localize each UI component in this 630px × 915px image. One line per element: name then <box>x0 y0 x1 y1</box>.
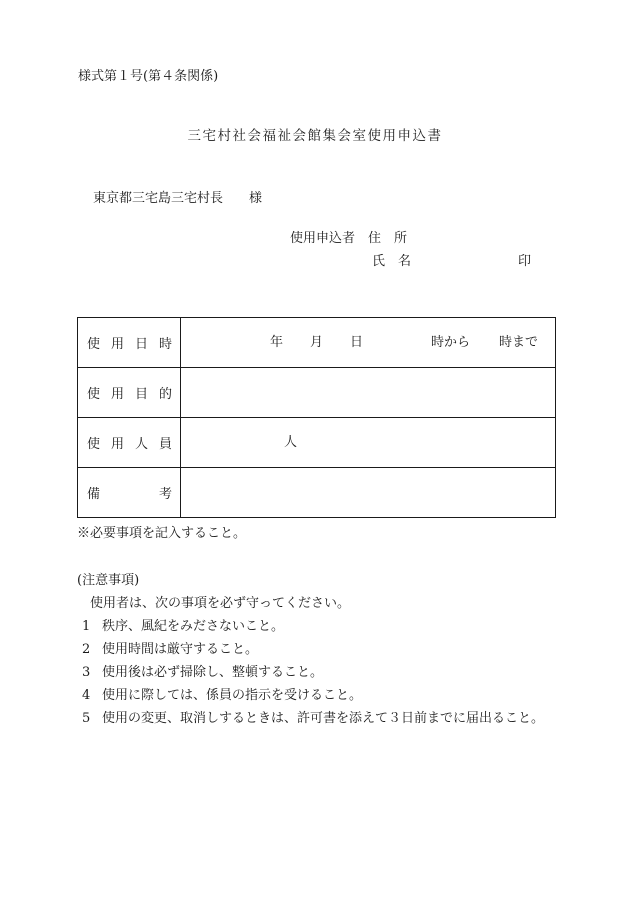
footnote: ※必要事項を記入すること。 <box>77 526 247 541</box>
seal-mark: 印 <box>518 254 532 269</box>
applicant-name-label: 氏 名 <box>372 254 412 269</box>
applicant-address-label: 使用申込者 住 所 <box>290 231 408 246</box>
usage-headcount-field[interactable] <box>181 418 556 468</box>
label-char: 備 <box>87 487 101 502</box>
table-row-remarks <box>78 468 556 518</box>
usage-purpose-field[interactable] <box>181 368 556 418</box>
usage-headcount-label <box>78 418 181 468</box>
notes-intro: 使用者は、次の事項を必ず守ってください。 <box>90 596 351 611</box>
label-char: 使 <box>87 337 101 352</box>
table-row-usage-headcount <box>78 418 556 468</box>
document-title: 三宅村社会福祉会館集会室使用申込書 <box>187 128 443 144</box>
table-row-usage-purpose <box>78 368 556 418</box>
label-char: 人 <box>134 437 148 452</box>
form-number: 様式第１号(第４条関係) <box>78 69 219 84</box>
usage-table <box>77 317 556 518</box>
label-char: 日 <box>134 337 148 352</box>
note-text: 使用後は必ず掃除し、整頓すること。 <box>102 665 324 680</box>
note-number: 5 <box>82 711 91 726</box>
table-row-usage-datetime <box>78 318 556 368</box>
addressee: 東京都三宅島三宅村長 様 <box>93 191 263 206</box>
usage-purpose-label <box>78 368 181 418</box>
usage-datetime-label <box>78 318 181 368</box>
note-number: 1 <box>82 619 91 634</box>
label-char: 考 <box>158 487 172 502</box>
label-char: 員 <box>158 437 172 452</box>
note-number: 3 <box>82 665 91 680</box>
label-char: 的 <box>158 387 172 402</box>
label-char: 使 <box>87 387 101 402</box>
note-text: 使用の変更、取消しするときは、許可書を添えて３日前までに届出ること。 <box>102 711 545 726</box>
label-char: 用 <box>110 337 124 352</box>
remarks-label <box>78 468 181 518</box>
label-char: 時 <box>158 337 172 352</box>
note-text: 秩序、風紀をみださないこと。 <box>102 619 285 634</box>
usage-datetime-field[interactable] <box>181 318 556 368</box>
note-text: 使用に際しては、係員の指示を受けること。 <box>102 688 363 703</box>
note-number: 2 <box>82 642 91 657</box>
remarks-field[interactable] <box>181 468 556 518</box>
note-number: 4 <box>82 688 91 703</box>
time-from-unit: 時から <box>431 335 471 350</box>
label-char: 使 <box>87 437 101 452</box>
day-unit: 日 <box>350 335 364 350</box>
label-char: 用 <box>110 387 124 402</box>
note-text: 使用時間は厳守すること。 <box>102 642 259 657</box>
time-until-unit: 時まで <box>499 335 539 350</box>
year-unit: 年 <box>270 335 284 350</box>
people-unit: 人 <box>284 435 298 450</box>
label-char: 用 <box>110 437 124 452</box>
notes-heading: (注意事項) <box>77 573 140 588</box>
label-char: 目 <box>134 387 148 402</box>
month-unit: 月 <box>310 335 324 350</box>
